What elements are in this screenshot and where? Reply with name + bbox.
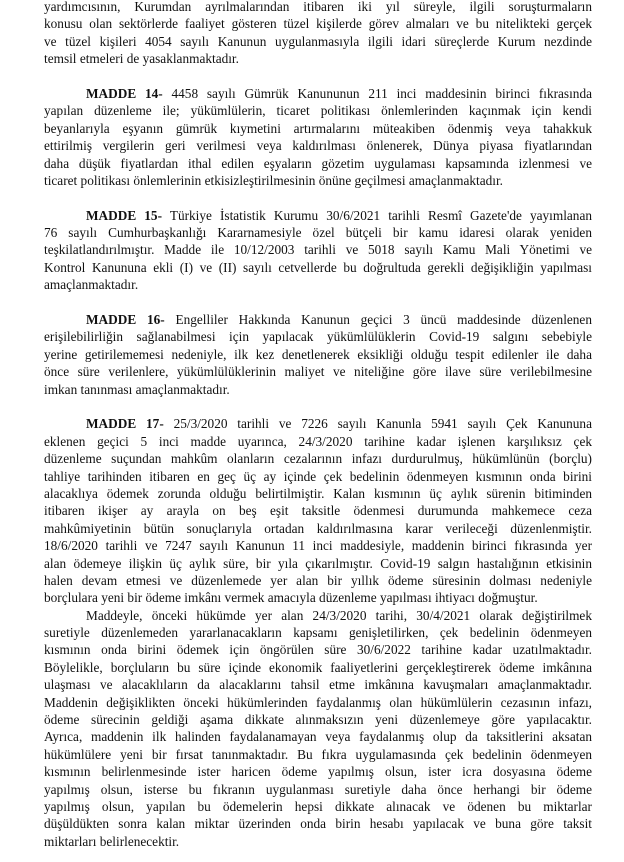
paragraph-maddeyle	[44, 607, 592, 850]
text-line: tahliye tarihinden itibaren en geç üç ay içinde çek bedelinin ödenmeyen kısmının onda birini	[44, 468, 592, 484]
text-line: Ayrıca, maddenin ilk halinden faydalanamayan veya faydalanmış olup da taksitlerini aksatan	[44, 729, 592, 745]
text-line: eklenen geçici 5 inci madde uyarınca, 24/3/2020 tarihine kadar işlenen karşılıksız çek	[44, 433, 592, 449]
text-line: beyanlarıyla eşyanın gümrük kıymetini artırmalarını müteakiben ödenmiş veya tahakkuk	[44, 120, 592, 136]
text-line: düzenleme suçundan mahkûm olanların cezalarının infazı durdurulmuş, hükümlünün (borçlu)	[44, 451, 592, 467]
article-17	[44, 415, 592, 606]
text-line: ettirilmiş vergilerin geri verilmesi veya kaldırılması önlenerek, Dünya piyasa fiyatlarından	[44, 138, 592, 154]
paragraph-gap	[44, 68, 592, 85]
text-line: alan ödemeye ilişkin üç aylık süre, bir yıla çıkarılmıştır. Covid-19 salgın hastalığının etkisinin	[44, 555, 592, 571]
text-line: teşkilatlandırılmıştır. Madde ile 10/12/2003 tarihli ve 5018 sayılı Kamu Mali Yönetimi ve	[44, 242, 592, 258]
text-line	[44, 85, 592, 102]
article-15	[44, 207, 592, 294]
text-line: imkan tanınması amaçlanmaktadır.	[44, 381, 230, 397]
text-line: yapılmış olsun, isterse bu fıkranın uygulanması suretiyle daha önce herhangi bir ödeme	[44, 781, 592, 797]
text-line	[44, 207, 592, 224]
text-line: Maddenin değişiklikten önceki hükümlerinden faydalanmış olan hükümlülerin cezasının infazı,	[44, 694, 592, 710]
paragraph-gap	[44, 189, 592, 206]
article-text: Türkiye İstatistik Kurumu 30/6/2021 tarihli Resmî Gazete'de yayımlanan	[162, 207, 592, 223]
text-line: 18/6/2020 tarihli ve 7247 sayılı Kanunun 11 inci maddesiyle, maddenin birinci fıkrasında yer	[44, 538, 592, 554]
text-line	[44, 311, 592, 328]
text-line: miktarları belirlenecektir.	[44, 833, 180, 849]
text-line: erişilebilirliğin sağlanabilmesi için yapılacak yükümlülüklerin Covid-19 salgını sebebiyle	[44, 329, 592, 345]
text-line: ve tüzel kişileri 4054 sayılı Kanunun uygulanmasıyla ilgili idari süreçlerde Kurum nezdinde	[44, 33, 592, 49]
article-label: MADDE 16-	[86, 312, 165, 328]
text-line: suretiyle düzenlemeden yararlanacakların kapsamı genişletilirken, çek bedelinin ödenmeyen	[44, 625, 592, 641]
text-line: amaçlanmaktadır.	[44, 277, 139, 293]
article-14	[44, 85, 592, 189]
paragraph-continuation	[44, 0, 592, 68]
text-line: yerine getirilememesi nedeniyle, ilk kez denetlenerek eksikliği olduğu tespit edilenler ile daha	[44, 346, 592, 362]
text-line: Kontrol Kanununa ekli (I) ve (II) sayılı cetvellerde bu doğrultuda gerekli değişikliğin yapılması	[44, 259, 592, 275]
article-label: MADDE 15-	[86, 207, 163, 223]
text-line: halen devam etmesi ve düzenlemede yer alan bir yıllık ödeme süresinin dolması nedeniyle	[44, 572, 592, 588]
text-line: kısmının belirlenmesinde ister haricen ödeme yapılmış olsun, ister icra dosyasına ödeme	[44, 764, 592, 780]
text-line: ödeme sürecinin geldiği aşama dikkate alınmaksızın yeni düzenlemeye göre yapılacaktır.	[44, 712, 592, 728]
text-line: daha düşük fiyatlardan ithal edilen eşyaların gözetim uygulaması kapsamında izlenmesi ve	[44, 155, 592, 171]
text-line: yapılmış olsun, yapılan bu ödemelerin hepsi dikkate alınacak ve ödenen bu miktarlar	[44, 798, 592, 814]
article-label: MADDE 14-	[86, 85, 163, 101]
text-line: mahkûmiyetinin bütün sonuçlarıyla ortadan kaldırılmasına karar verileceği düzenlenmiştir.	[44, 520, 592, 536]
text-line: kısmının onda birini ödemek için öngörülen süre 30/6/2022 tarihine kadar uzatılmaktadır.	[44, 642, 592, 658]
text-line	[44, 415, 592, 432]
text-line: temsil etmeleri de yasaklanmaktadır.	[44, 51, 239, 67]
text-line: borçlulara yeni bir ödeme imkânı vermek amacıyla düzenleme yapılması ihtiyacı doğmuştur.	[44, 590, 538, 606]
text-line: düşüldükten sonra kalan miktar üzerinden onda birin hesabı yapılacak ve buna göre taksit	[44, 816, 592, 832]
text-line: önce süre verilenlere, yükümlülüklerinin maliyet ve niteliğine göre ilave süre verilebilmesine	[44, 364, 592, 380]
text-line: alacaklıya ödemek zorunda olduğu belirtilmiştir. Kalan kısmının üç aylık sürenin bitiminden	[44, 485, 592, 501]
text-line: hükümlülere yeni bir fırsat tanınmaktadır. Bu fıkra uygulamasında çek bedelinin ödenmeyen	[44, 746, 592, 762]
text-line: Maddeyle, önceki hükümde yer alan 24/3/2020 tarihi, 30/4/2021 olarak değiştirilmek	[86, 607, 592, 623]
article-label: MADDE 17-	[86, 416, 164, 432]
document-page	[44, 0, 592, 850]
article-16	[44, 311, 592, 398]
text-line: yardımcısının, Kurumdan ayrılmalarından itibaren iki yıl süreyle, ilgili soruşturmaların	[44, 0, 592, 14]
article-text: 25/3/2020 tarihli ve 7226 sayılı Kanunla 5941 sayılı Çek Kanununa	[163, 416, 592, 432]
text-line: ticaret politikası önlemlerinin etkisizleştirilmesinin önüne geçilmesi amaçlanmaktadır.	[44, 172, 503, 188]
text-line: konusu olan sektörlerde faaliyet gösteren tüzel kişilerde görev almaları ve bu nitelikteki gerçek	[44, 16, 592, 32]
text-line: Böylelikle, borçluların bu süre içinde ekonomik faaliyetlerini gerçekleştirerek ödeme imkânına	[44, 659, 592, 675]
paragraph-gap	[44, 398, 592, 415]
text-line: itibaren ikişer ay arayla on beş eşit taksitle ödenmesi durumunda mahkemece ceza	[44, 503, 592, 519]
article-text: Engelliler Hakkında Kanunun geçici 3 üncü maddesinde düzenlenen	[164, 312, 592, 328]
text-line: 76 sayılı Cumhurbaşkanlığı Kararnamesiyle özel bütçeli bir kamu idaresi olarak yeniden	[44, 225, 592, 241]
article-text: 4458 sayılı Gümrük Kanununun 211 inci maddesinin birinci fıkrasında	[162, 85, 592, 101]
text-line: yapılan düzenleme ile; yükümlülerin, ticaret politikası önlemlerinden kaçınmak için kendi	[44, 103, 592, 119]
text-line: ulaşması ve alacaklıların da alacaklarını tahsil etme imkânına kavuşmaları amaçlanmaktadır.	[44, 677, 592, 693]
paragraph-gap	[44, 294, 592, 311]
